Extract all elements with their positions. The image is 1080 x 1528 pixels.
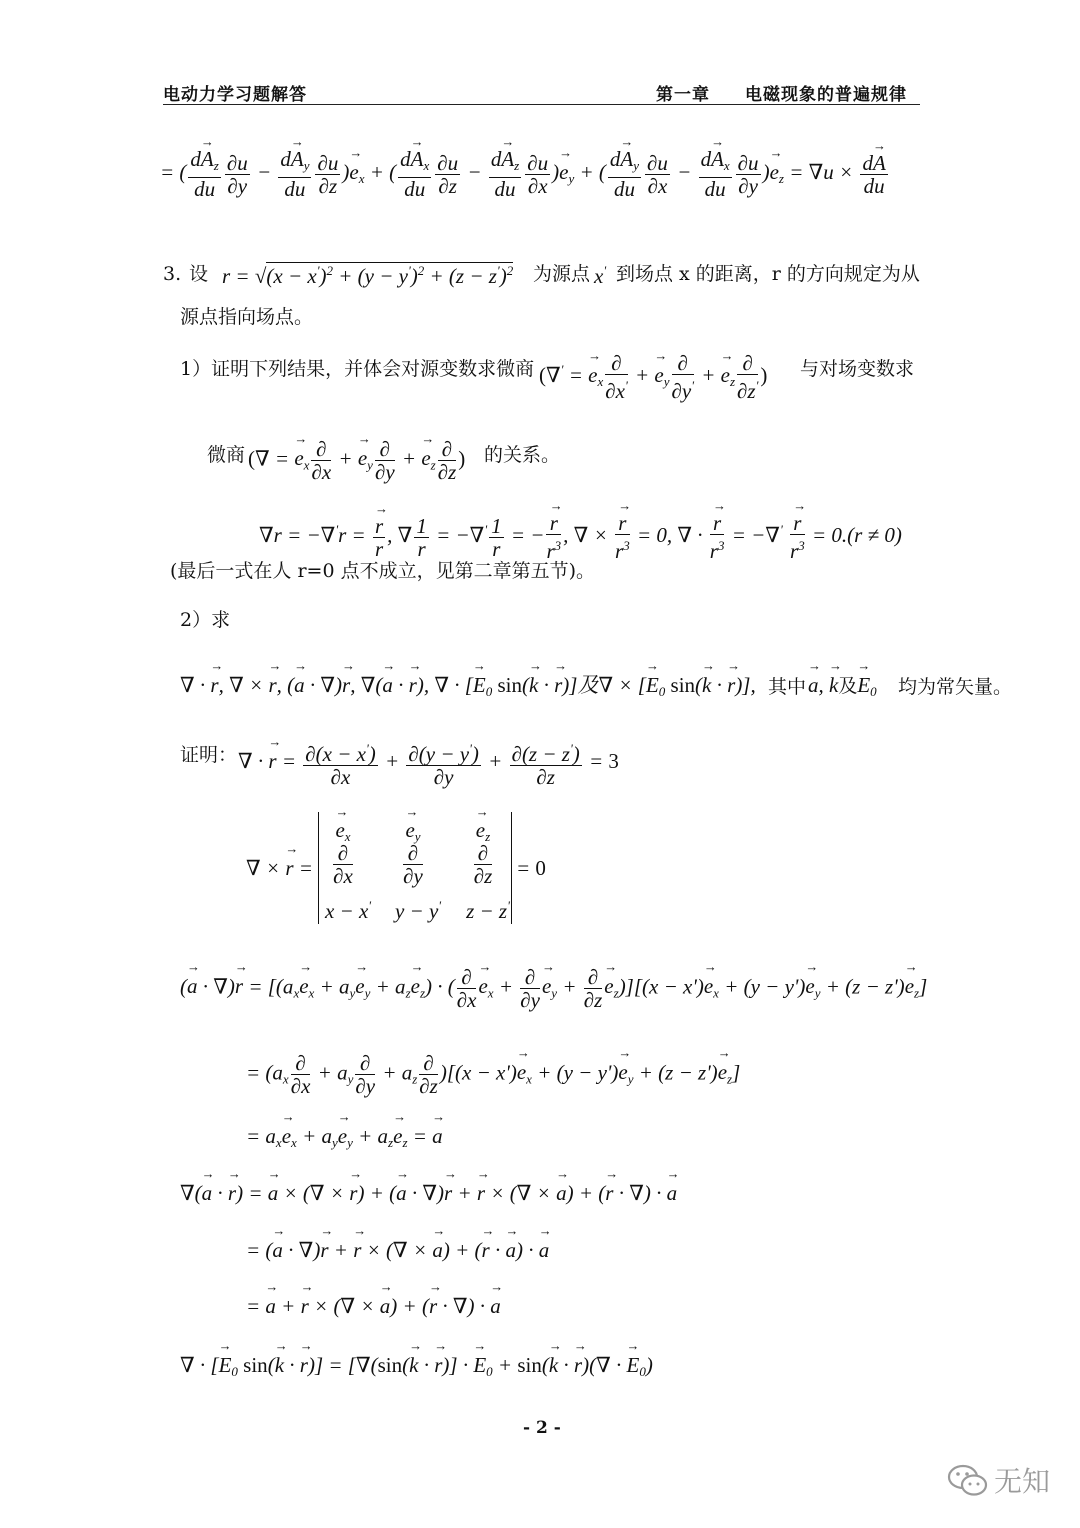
proof-label: 证明：	[180, 744, 238, 766]
part1-text-c: 微商	[207, 444, 246, 466]
running-header-chapter-title: 电磁现象的普遍规律	[745, 85, 907, 105]
page-number: - 2 -	[523, 1418, 561, 1438]
wechat-icon	[946, 1460, 990, 1500]
part1-text-b: 与对场变数求	[800, 358, 915, 380]
header-rule	[163, 104, 920, 105]
part2-label: 2）求	[180, 609, 231, 631]
problem-intro-c: 到场点 x 的距离，r 的方向规定为从	[616, 263, 920, 285]
running-header-chapter: 第一章	[656, 85, 710, 105]
part1-text-d: 的关系。	[484, 444, 561, 466]
equation-div-e0-sin: ∇ · [→ $E_0$ sin(→ k · → r)] = [∇(sin(→ k · → r)] · → $E_0 + \sin(\to k$ · → r)(∇ · → $E_0$)	[180, 1352, 653, 1385]
equation-r-definition: $r = √(x - x')^2 + (y - y')^2 + (z - z')^2$	[222, 263, 514, 288]
equation-curl-r-rhs: = 0	[516, 856, 546, 880]
equation-curl-result: = ( $\frac{d\to A_z}{du}$ $\frac{\partial u}{\partial y}$ − $\frac{d\to A_y}{du}$ $\frac{\partial u}{\partial z}$ )→ $e_x$ + ( $\frac{d\to A_x}{du}$ $\frac{\partial u}{\partial z}$ − $\frac{d\to A_z}{du}$ $\frac{\partial u}{\partial x}$ )→ $e_y$ + ( $\frac{d\to A_y}{du}$ $\frac{\partial u}{\partial x}$ − $\frac{d\to A_x}{du}$ $\frac{\partial u}{\partial y}$ )→ $e_z = \nabla u$ × $\frac{d\to A}{du}$	[160, 148, 890, 200]
equation-divergence-r: ∇ · → r = $\frac{\partial(x - x')}{\partial x}$ + $\frac{\partial(y - y')}{\partial y}$ + $\frac{\partial(z - z')}{\partial z}$ = 3	[238, 738, 619, 788]
problem-intro-b: 为源点	[533, 263, 591, 285]
equation-grad-a-dot-r-step2: = (→ a · ∇)→ r + → r × (∇ × → a) + (→ r · → a) · → a	[246, 1237, 549, 1263]
equation-gradient-results: ∇r = −∇'r = → $\frac{r}{r}$ , ∇ $\frac{1}{r}$ = −∇' $\frac{1}{r}$ = − → $\frac{r}{r^3}$ , ∇ × → $\frac{r}{r^3}$ = 0, ∇ · → $\frac{r}{r^3}$ = −∇' → $\frac{r}{r^3}$ = 0.(r ≠ 0)	[259, 512, 902, 562]
equation-a-dot-nabla-r-step3: = $a_x\to e_x + a_y\to e_y + a_z\to e_z$ = → a	[246, 1123, 443, 1156]
running-header-book-title: 电动力学习题解答	[163, 85, 307, 105]
symbol-constant-vectors: → a, → k及→ $E_0$	[808, 672, 877, 705]
problem-intro-a: 设	[189, 263, 209, 285]
equation-grad-a-dot-r: ∇(→ a · → r) = → a × (∇ × → r) + (→ a · ∇)→ r + → r × (∇ × → a) + (→ r · ∇) · → a	[180, 1180, 677, 1206]
equation-curl-r-lhs: ∇ × → r =	[246, 855, 313, 881]
equation-nabla: (∇ = → $e_x$ $\frac{\partial}{\partial x}$ + → $e_y$ $\frac{\partial}{\partial y}$ + → $e_z$ $\frac{\partial}{\partial z}$ )	[248, 438, 465, 483]
equation-grad-a-dot-r-step3: = → a + → r × (∇ × → a) + (→ r · ∇) · → a	[246, 1293, 501, 1319]
problem-intro-d: 源点指向场点。	[180, 306, 314, 328]
problem-number: 3.	[163, 263, 182, 285]
note-r-zero: (最后一式在人 r=0 点不成立，见第二章第五节)。	[170, 560, 595, 582]
watermark-text: 无知	[994, 1465, 1051, 1498]
part1-text-a: 1）证明下列结果，并体会对源变数求微商	[180, 358, 535, 380]
part2-tail: 其中	[768, 676, 807, 698]
equation-a-dot-nabla-r: (→ a · ∇)→ $r = [(a_x\to e_x + a_y\to e_y + a_z\to e_z)$ · ( $\frac{\partial}{\partial x}$ → $e_x$ + $\frac{\partial}{\partial y}$ → $e_y$ + $\frac{\partial}{\partial z}$ → $e_z)][(x - x')\to e_x + (y - y')\to e_y + (z - z')\to e_z]$	[180, 966, 927, 1011]
equation-a-dot-nabla-r-step2: = ($a_x$ $\frac{\partial}{\partial x}$ + $a_y$ $\frac{\partial}{\partial y}$ + $a_z$ $\frac{\partial}{\partial z}$ )$[(x - x')\to e_x + (y - y')\to e_y + (z - z')\to e_z]$	[246, 1052, 740, 1097]
watermark	[946, 1460, 1050, 1500]
equation-part2-list: ∇ · → r, ∇ × → r, (→ a · ∇)→ r, ∇(→ a · → r), ∇ · [→ $E_0$ sin(→ k · → r)]及∇ × [→ $E_0$ sin(→ k · → r)],	[180, 672, 756, 705]
symbol-source-point: x'	[594, 263, 607, 288]
curl-determinant: → $e_x$ → $e_y$ → $e_z$ $\frac{\partial}{\partial x}$ $\frac{\partial}{\partial y}$ $\frac{\partial}{\partial z}$ x − x' y − y' z − z'	[318, 812, 512, 924]
equation-nabla-prime: (∇' = → $e_x$ $\frac{\partial}{\partial x'}$ + → $e_y$ $\frac{\partial}{\partial y'}$ + → $e_z$ $\frac{\partial}{\partial z'}$ )	[539, 352, 767, 402]
part2-end: 均为常矢量。	[898, 676, 1013, 698]
